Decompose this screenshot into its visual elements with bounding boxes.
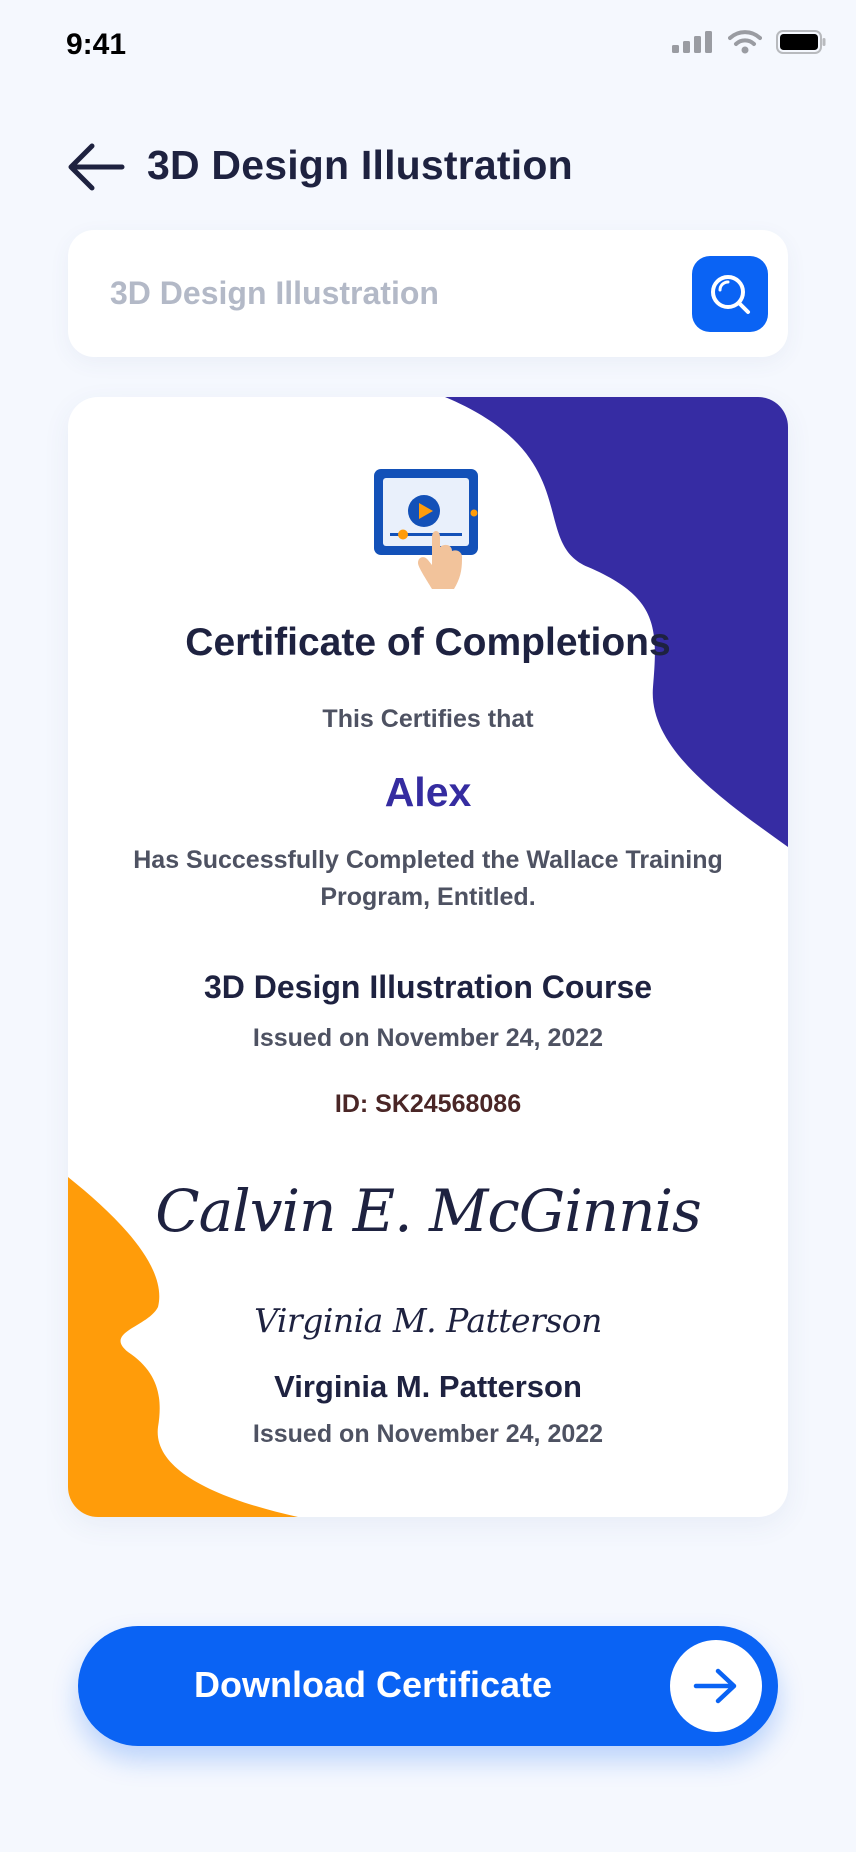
issue-date: Issued on November 24, 2022 bbox=[252, 1024, 604, 1052]
secondary-signature: Virginia M. Patterson bbox=[254, 1301, 602, 1340]
signal-icon bbox=[672, 31, 714, 53]
video-tablet-icon bbox=[372, 467, 484, 591]
wifi-icon bbox=[728, 30, 762, 54]
search-bar bbox=[68, 230, 788, 357]
certificate-body: Has Successfully Completed the Wallace Training Program, Entitled. bbox=[133, 846, 723, 911]
download-label: Download Certificate bbox=[193, 1664, 553, 1705]
certificate-id: ID: SK24568086 bbox=[334, 1090, 522, 1118]
arrow-left-icon bbox=[66, 140, 126, 194]
download-certificate-button[interactable] bbox=[78, 1626, 778, 1746]
status-time: 9:41 bbox=[66, 28, 127, 61]
certificate-card bbox=[68, 397, 788, 1517]
certifies-text: This Certifies that bbox=[322, 705, 534, 733]
search-input[interactable] bbox=[110, 260, 670, 326]
signer-issue-date: Issued on November 24, 2022 bbox=[252, 1420, 604, 1448]
course-name: 3D Design Illustration Course bbox=[203, 969, 653, 1005]
signer-name: Virginia M. Patterson bbox=[274, 1369, 582, 1404]
certificate-title: Certificate of Completions bbox=[185, 621, 671, 664]
arrow-right-icon bbox=[692, 1666, 740, 1706]
page-title: 3D Design Illustration bbox=[147, 142, 573, 188]
recipient-name: Alex bbox=[384, 769, 472, 815]
search-button[interactable] bbox=[692, 256, 768, 332]
search-icon bbox=[708, 272, 752, 316]
back-button[interactable] bbox=[66, 140, 126, 194]
download-arrow-badge bbox=[670, 1640, 762, 1732]
battery-icon bbox=[776, 30, 826, 54]
primary-signature: Calvin E. McGinnis bbox=[155, 1177, 701, 1245]
status-icons bbox=[672, 30, 826, 54]
